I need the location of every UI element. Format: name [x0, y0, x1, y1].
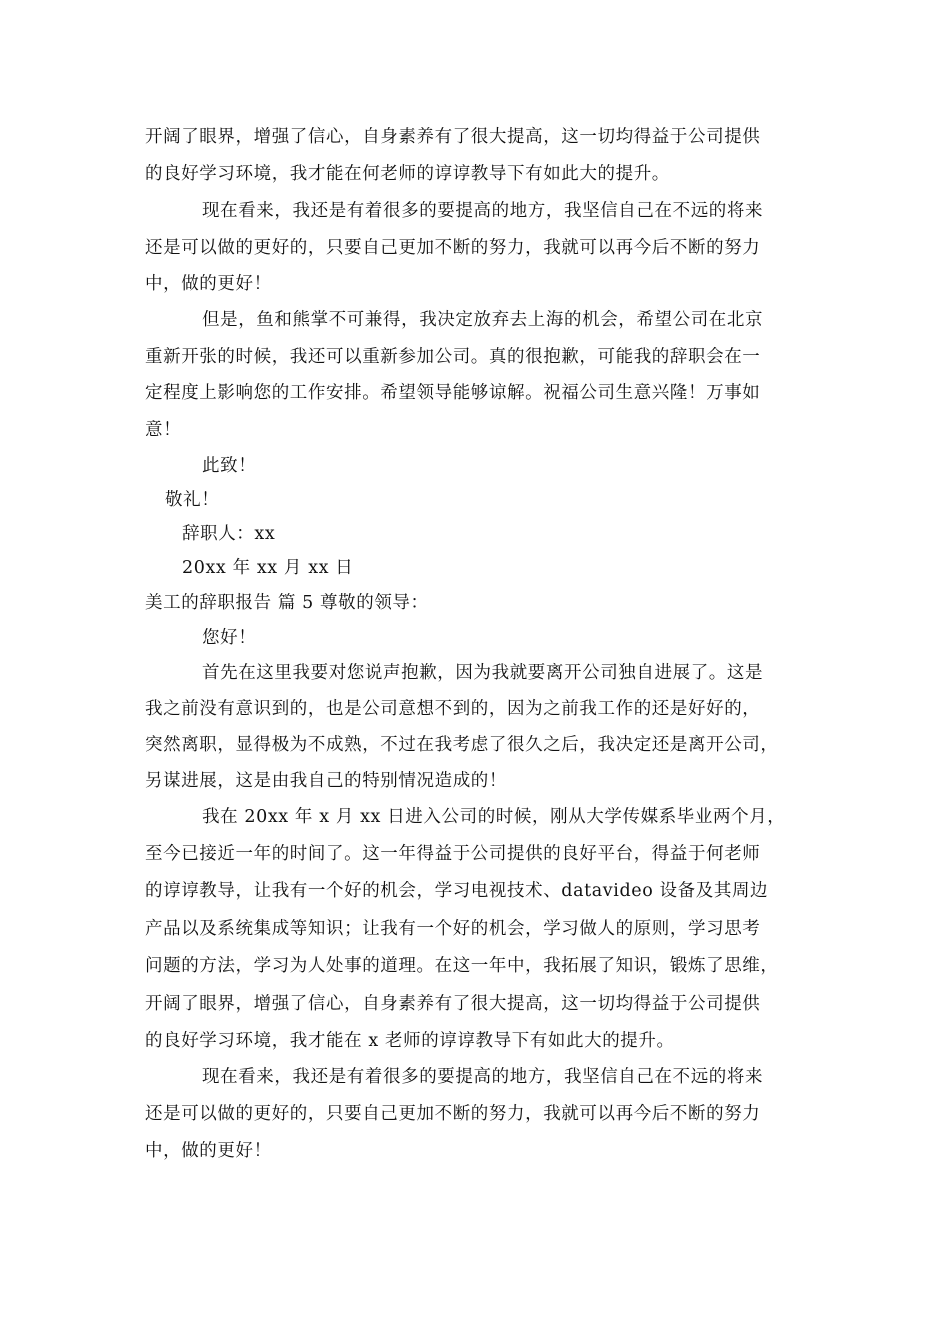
text-line: 定程度上影响您的工作安排。希望领导能够谅解。祝福公司生意兴隆！万事如 — [145, 383, 761, 403]
paragraph-first-line: 首先在这里我要对您说声抱歉，因为我就要离开公司独自进展了。这是 — [202, 663, 764, 683]
paragraph-first-line: 现在看来，我还是有着很多的要提高的地方，我坚信自己在不远的将来 — [202, 1067, 764, 1087]
text-line: 突然离职，显得极为不成熟，不过在我考虑了很久之后，我决定还是离开公司， — [145, 735, 779, 755]
text-line: 问题的方法，学习为人处事的道理。在这一年中，我拓展了知识，锻炼了思维， — [145, 956, 779, 976]
text-line: 的良好学习环境，我才能在何老师的谆谆教导下有如此大的提升。 — [145, 164, 670, 184]
text-line: 还是可以做的更好的，只要自己更加不断的努力，我就可以再今后不断的努力 — [145, 238, 761, 258]
text-line: 的良好学习环境，我才能在 x 老师的谆谆教导下有如此大的提升。 — [145, 1031, 675, 1051]
text-line: 还是可以做的更好的，只要自己更加不断的努力，我就可以再今后不断的努力 — [145, 1104, 761, 1124]
text-line: 中，做的更好！ — [145, 274, 272, 294]
text-line: 重新开张的时候，我还可以重新参加公司。真的很抱歉，可能我的辞职会在一 — [145, 347, 761, 367]
text-line: 产品以及系统集成等知识；让我有一个好的机会，学习做人的原则，学习思考 — [145, 919, 761, 939]
closing-phrase: 此致！ — [202, 456, 257, 476]
text-line: 另谋进展，这是由我自己的特别情况造成的！ — [145, 771, 507, 791]
text-line: 至今已接近一年的时间了。这一年得益于公司提供的良好平台，得益于何老师 — [145, 844, 761, 864]
text-line: 开阔了眼界，增强了信心，自身素养有了很大提高，这一切均得益于公司提供 — [145, 127, 761, 147]
paragraph-first-line: 我在 20xx 年 x 月 xx 日进入公司的时候，刚从大学传媒系毕业两个月， — [202, 807, 786, 827]
greeting: 您好！ — [202, 628, 257, 648]
salutation: 敬礼！ — [165, 490, 220, 510]
paragraph-first-line: 现在看来，我还是有着很多的要提高的地方，我坚信自己在不远的将来 — [202, 201, 764, 221]
section-heading: 美工的辞职报告 篇 5 尊敬的领导： — [145, 593, 429, 613]
text-line: 中，做的更好！ — [145, 1141, 272, 1161]
text-line: 我之前没有意识到的，也是公司意想不到的，因为之前我工作的还是好好的， — [145, 699, 761, 719]
text-line: 开阔了眼界，增强了信心，自身素养有了很大提高，这一切均得益于公司提供 — [145, 994, 761, 1014]
signatory: 辞职人：xx — [182, 524, 276, 544]
date-line: 20xx 年 xx 月 xx 日 — [182, 558, 354, 578]
paragraph-first-line: 但是，鱼和熊掌不可兼得，我决定放弃去上海的机会，希望公司在北京 — [202, 310, 764, 330]
text-line: 意！ — [145, 420, 182, 440]
text-line: 的谆谆教导，让我有一个好的机会，学习电视技术、datavideo 设备及其周边 — [145, 881, 769, 901]
